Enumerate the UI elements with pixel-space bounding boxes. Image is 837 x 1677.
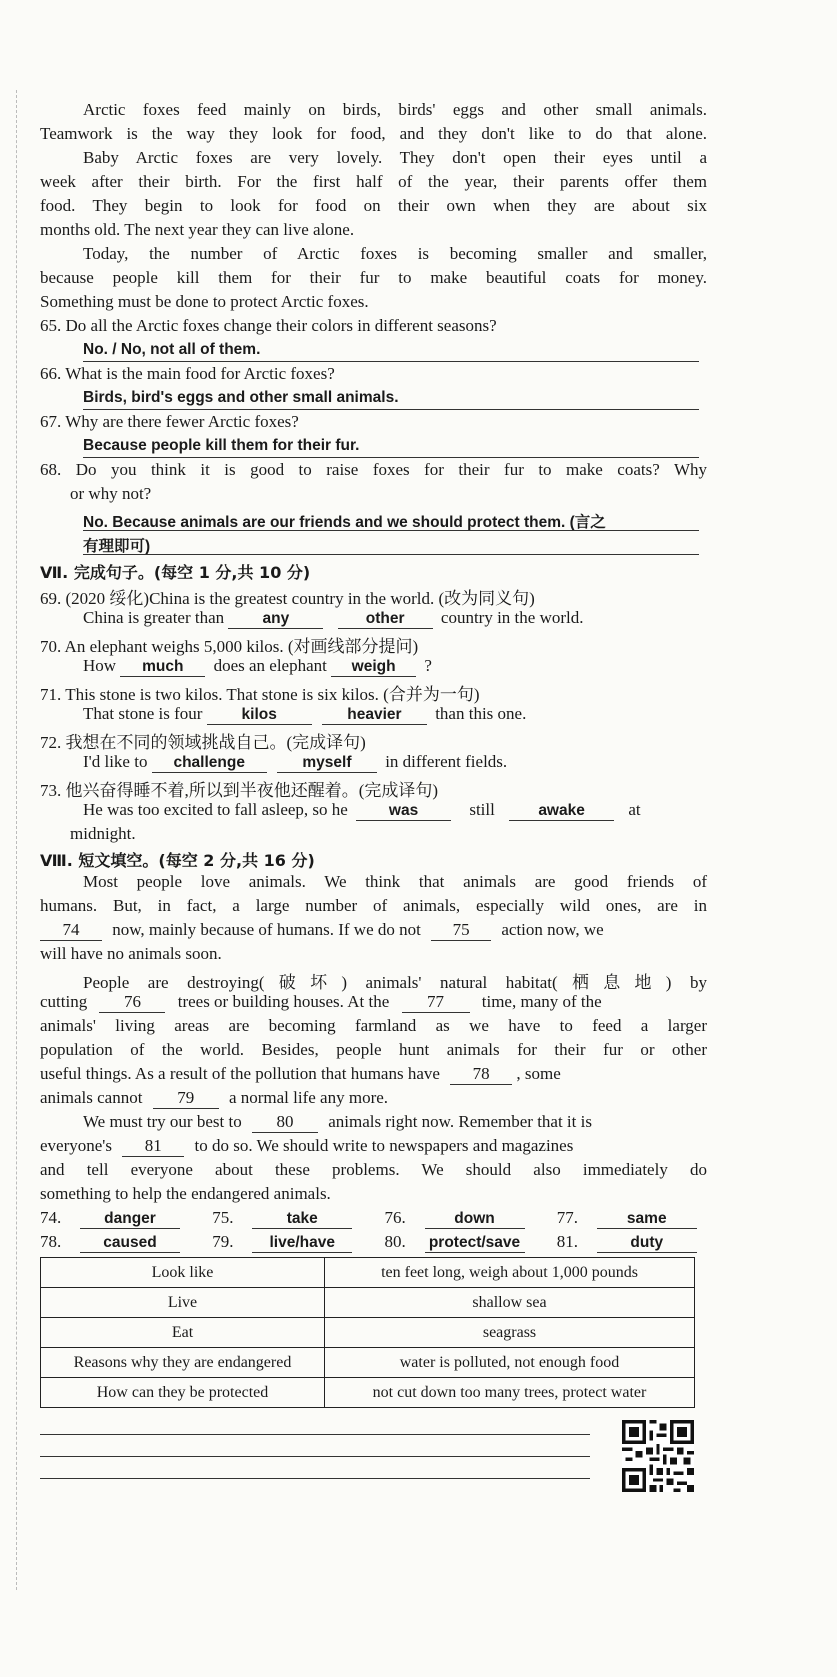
sentence-71: That stone is four kilos heavier than this one. bbox=[83, 704, 527, 723]
blank-79: 79 bbox=[153, 1088, 219, 1109]
cloze-answer-row: 74. danger 75. take 76. down 77. same bbox=[40, 1208, 697, 1229]
passage-line: Arctic foxes feed mainly on birds, birds' eggs and other small animals. bbox=[83, 100, 707, 119]
cloze-answer: down bbox=[425, 1210, 525, 1229]
table-row bbox=[41, 1288, 695, 1318]
blank-74: 74 bbox=[40, 920, 102, 941]
answer-67: Because people kill them for their fur. bbox=[83, 437, 360, 454]
table-row bbox=[41, 1318, 695, 1348]
blank-70b: weigh bbox=[331, 658, 416, 677]
cloze-line: 74 now, mainly because of humans. If we do not 75 action now, we bbox=[40, 920, 604, 941]
writing-line[interactable] bbox=[40, 1434, 590, 1435]
passage-line: months old. The next year they can live alone. bbox=[40, 220, 355, 239]
table-row bbox=[41, 1258, 695, 1288]
table-value: ten feet long, weigh about 1,000 pounds bbox=[325, 1258, 695, 1288]
cloze-line: animals cannot 79 a normal life any more. bbox=[40, 1088, 389, 1107]
manatee-info-table bbox=[40, 1257, 695, 1408]
sentence-72: I'd like to challenge myself in different fields. bbox=[83, 752, 508, 771]
table-row bbox=[41, 1378, 695, 1408]
table-value: seagrass bbox=[325, 1318, 695, 1348]
qr-code-icon bbox=[622, 1420, 694, 1492]
passage-line: Baby Arctic foxes are very lovely. They don't open their eyes until a bbox=[83, 148, 707, 167]
passage-line: Today, the number of Arctic foxes is becoming smaller and smaller, bbox=[83, 244, 707, 263]
passage-line: Teamwork is the way they look for food, and they don't like to do that alone. bbox=[40, 124, 707, 143]
cloze-answer: caused bbox=[80, 1234, 180, 1253]
passage-line: Something must be done to protect Arctic foxes. bbox=[40, 292, 369, 311]
cloze-line: population of the world. Besides, people hunt animals for their fur or other bbox=[40, 1040, 707, 1059]
blank-80: 80 bbox=[252, 1112, 318, 1133]
answer-line bbox=[83, 457, 699, 458]
sentence-73: He was too excited to fall asleep, so he was still awake at bbox=[83, 800, 641, 819]
blank-73b: awake bbox=[509, 802, 614, 821]
cloze-answer: same bbox=[597, 1210, 697, 1229]
cloze-answer-row: 78. caused 79. live/have 80. protect/save 81. duty bbox=[40, 1232, 697, 1253]
answer-68-cont: 有理即可) bbox=[83, 538, 151, 555]
cloze-answer: take bbox=[252, 1210, 352, 1229]
cloze-line: We must try our best to 80 animals right now. Remember that it is bbox=[83, 1112, 592, 1131]
question-65: 65. Do all the Arctic foxes change their colors in different seasons? bbox=[40, 316, 497, 335]
table-value: water is polluted, not enough food bbox=[325, 1348, 695, 1378]
cloze-line: People are destroying(破坏) animals' natural habitat(栖息地) by bbox=[83, 973, 707, 992]
passage-line: food. They begin to look for food on their own when they are about six bbox=[40, 196, 707, 215]
blank-77: 77 bbox=[402, 992, 470, 1013]
cloze-line: will have no animals soon. bbox=[40, 944, 222, 963]
blank-72b: myself bbox=[277, 754, 377, 773]
answer-68: No. Because animals are our friends and we should protect them. (言之 bbox=[83, 514, 606, 531]
answer-line bbox=[83, 409, 699, 410]
sentence-69: China is greater than any other country in the world. bbox=[83, 608, 584, 627]
question-72: 72. 我想在不同的领域挑战自己。(完成译句) bbox=[40, 733, 366, 752]
blank-71a: kilos bbox=[207, 706, 312, 725]
table-value: shallow sea bbox=[325, 1288, 695, 1318]
question-71: 71. This stone is two kilos. That stone is six kilos. (合并为一句) bbox=[40, 685, 480, 704]
answer-line bbox=[83, 554, 699, 555]
blank-69b: other bbox=[338, 610, 433, 629]
blank-70a: much bbox=[120, 658, 205, 677]
sentence-73-cont: midnight. bbox=[70, 824, 136, 843]
table-key: How can they be protected bbox=[41, 1378, 325, 1408]
question-68-cont: or why not? bbox=[70, 484, 152, 503]
cloze-answer: danger bbox=[80, 1210, 180, 1229]
blank-78: 78 bbox=[450, 1064, 512, 1085]
cloze-answer: live/have bbox=[252, 1234, 352, 1253]
blank-76: 76 bbox=[99, 992, 165, 1013]
cloze-answer: protect/save bbox=[425, 1234, 525, 1253]
cloze-answer: duty bbox=[597, 1234, 697, 1253]
blank-73a: was bbox=[356, 802, 451, 821]
writing-line[interactable] bbox=[40, 1478, 590, 1479]
table-value: not cut down too many trees, protect water bbox=[325, 1378, 695, 1408]
passage-line: because people kill them for their fur to make beautiful coats for money. bbox=[40, 268, 707, 287]
answer-line bbox=[83, 361, 699, 362]
section-7-title: Ⅶ. 完成句子。(每空 1 分,共 10 分) bbox=[40, 563, 311, 582]
answer-line bbox=[83, 530, 699, 531]
answer-65: No. / No, not all of them. bbox=[83, 341, 261, 358]
answer-66: Birds, bird's eggs and other small animals. bbox=[83, 389, 399, 406]
sentence-70: How much does an elephant weigh ? bbox=[83, 656, 432, 675]
blank-69a: any bbox=[228, 610, 323, 629]
question-69: 69. (2020 绥化)China is the greatest country in the world. (改为同义句) bbox=[40, 589, 535, 608]
question-66: 66. What is the main food for Arctic foxes? bbox=[40, 364, 335, 383]
table-key: Live bbox=[41, 1288, 325, 1318]
cloze-line: animals' living areas are becoming farmland as we have to feed a larger bbox=[40, 1016, 707, 1035]
question-68: 68. Do you think it is good to raise foxes for their fur to make coats? Why bbox=[40, 460, 707, 479]
binding-margin bbox=[16, 90, 17, 1590]
cloze-line: useful things. As a result of the pollution that humans have 78 , some bbox=[40, 1064, 561, 1083]
cloze-line: humans. But, in fact, a large number of animals, especially wild ones, are in bbox=[40, 896, 707, 915]
cloze-line: cutting 76 trees or building houses. At the 77 time, many of the bbox=[40, 992, 602, 1011]
blank-71b: heavier bbox=[322, 706, 427, 725]
cloze-line: everyone's 81 to do so. We should write to newspapers and magazines bbox=[40, 1136, 574, 1155]
passage-line: week after their birth. For the first half of the year, their parents offer them bbox=[40, 172, 707, 191]
cloze-line: and tell everyone about these problems. We should also immediately do bbox=[40, 1160, 707, 1179]
question-67: 67. Why are there fewer Arctic foxes? bbox=[40, 412, 299, 431]
table-key: Reasons why they are endangered bbox=[41, 1348, 325, 1378]
table-key: Eat bbox=[41, 1318, 325, 1348]
blank-72a: challenge bbox=[152, 754, 267, 773]
section-8-title: Ⅷ. 短文填空。(每空 2 分,共 16 分) bbox=[40, 851, 315, 870]
blank-81: 81 bbox=[122, 1136, 184, 1157]
writing-line[interactable] bbox=[40, 1456, 590, 1457]
table-row bbox=[41, 1348, 695, 1378]
cloze-line: Most people love animals. We think that animals are good friends of bbox=[83, 872, 707, 891]
question-70: 70. An elephant weighs 5,000 kilos. (对画线部分提问) bbox=[40, 637, 419, 656]
table-key: Look like bbox=[41, 1258, 325, 1288]
question-73: 73. 他兴奋得睡不着,所以到半夜他还醒着。(完成译句) bbox=[40, 781, 439, 800]
blank-75: 75 bbox=[431, 920, 491, 941]
cloze-line: something to help the endangered animals. bbox=[40, 1184, 331, 1203]
